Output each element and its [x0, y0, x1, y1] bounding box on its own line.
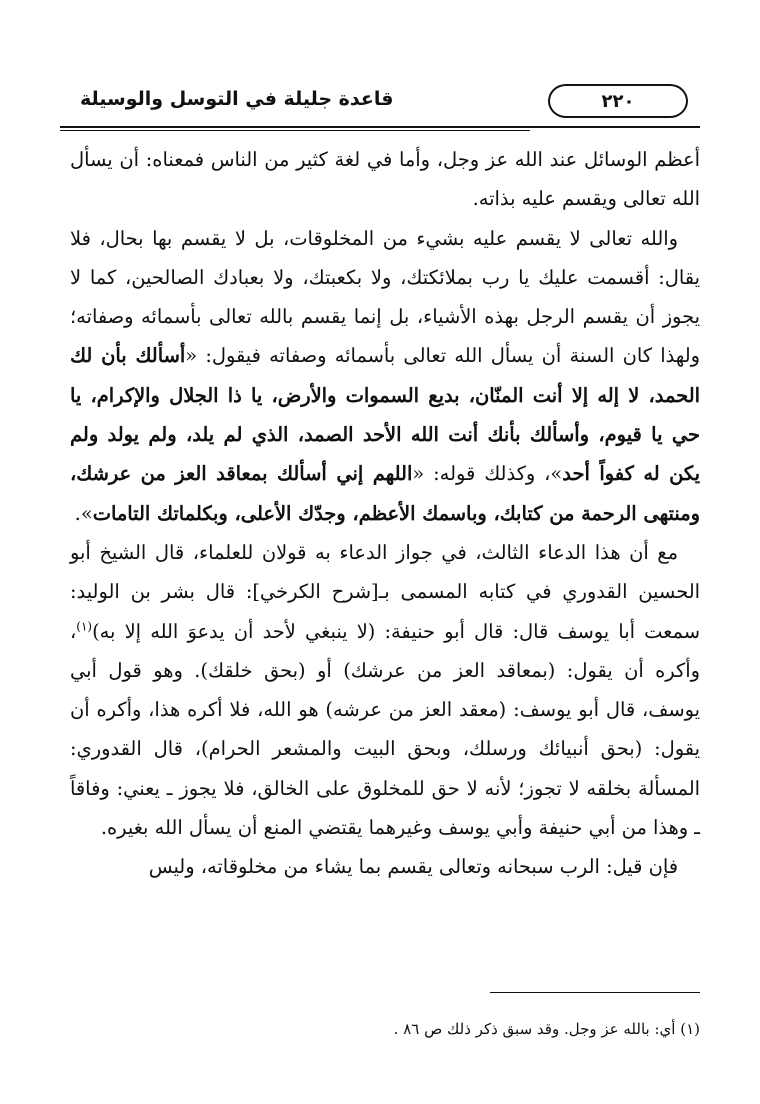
text-segment: مع أن هذا الدعاء الثالث، في جواز الدعاء به قولان للعلماء، قال الشيخ أبو الحسين القدوري في كتابه المسمى بـ[شرح الكرخي]: قال بشر بن الوليد: سمعت أبا يوسف قال: قال أبو حنيفة: (لا ينبغي لأحد أن يدعوَ الله إلا به)	[70, 540, 700, 643]
running-title: قاعدة جليلة في التوسل والوسيلة	[80, 88, 394, 110]
paragraph-p4	[70, 847, 700, 886]
quoted-supplication: اللهم إني أسألك بمعاقد العز من عرشك، ومنتهى الرحمة من كتابك، وباسمك الأعظم، وجدّك الأعلى، وبكلماتك التامات	[70, 462, 700, 525]
paragraph-p3	[70, 533, 700, 847]
footnote	[70, 1018, 700, 1040]
text-segment: فإن قيل: الرب سبحانه وتعالى يقسم بما يشاء من مخلوقاته، وليس	[148, 855, 678, 879]
text-segment: »، وكذلك قوله: «	[412, 462, 563, 486]
header-rule-thin	[60, 130, 530, 131]
footnote-reference: (١)	[76, 619, 93, 634]
main-text	[70, 140, 700, 887]
paragraph-p2	[70, 219, 700, 533]
footnote-separator	[490, 992, 700, 993]
text-segment: أعظم الوسائل عند الله عز وجل، وأما في لغة كثير من الناس فمعناه: أن يسأل الله تعالى ويقسم عليه بذاته.	[70, 148, 700, 211]
text-segment: ».	[74, 501, 93, 525]
text-segment: والله تعالى لا يقسم عليه بشيء من المخلوقات، بل لا يقسم بها بحال، فلا يقال: أقسمت عليك يا رب بملائكتك، ولا بكعبتك، ولا بعبادك الصالحين، كما لا يجوز أن يقسم الرجل بهذه الأشياء، بل إنما يقسم بالله تعالى بأسمائه وصفاته؛ ولهذا كان السنة أن يسأل الله تعالى بأسمائه وصفاته فيقول: «	[70, 226, 701, 368]
page-header	[60, 72, 700, 128]
text-segment: ، وأكره أن يقول: (بمعاقد العز من عرشك) أو (بحق خلقك). وهو قول أبي يوسف، قال أبو يوسف: (معقد العز من عرشه) هو الله، فلا أكره هذا، وأكره أن يقول: (بحق أنبيائك ورسلك، وبحق البيت والمشعر الحرام)، قال القدوري: المسألة بخلقه لا تجوز؛ لأنه لا حق للمخلوق على الخالق، فلا يجوز ـ يعني: وفاقاً ـ وهذا من أبي حنيفة وأبي يوسف وغيرهما يقتضي المنع أن يسأل الله بغيره.	[70, 619, 700, 840]
footnote-text: أي: بالله عز وجل. وقد سبق ذكر ذلك ص ٨٦ .	[393, 1020, 676, 1038]
footnote-marker: (١)	[680, 1020, 700, 1038]
quoted-supplication: أسألك بأن لك الحمد، لا إله إلا أنت المنّان، بديع السموات والأرض، يا ذا الجلال والإكرام، يا حي يا قيوم، وأسألك بأنك أنت الله الأحد الصمد، الذي لم يلد، ولم يولد ولم يكن له كفواً أحد	[70, 344, 701, 486]
paragraph-p1	[70, 140, 700, 219]
header-rule	[60, 126, 700, 128]
page-number: ٢٢٠	[601, 91, 635, 112]
page-number-badge	[548, 84, 688, 118]
